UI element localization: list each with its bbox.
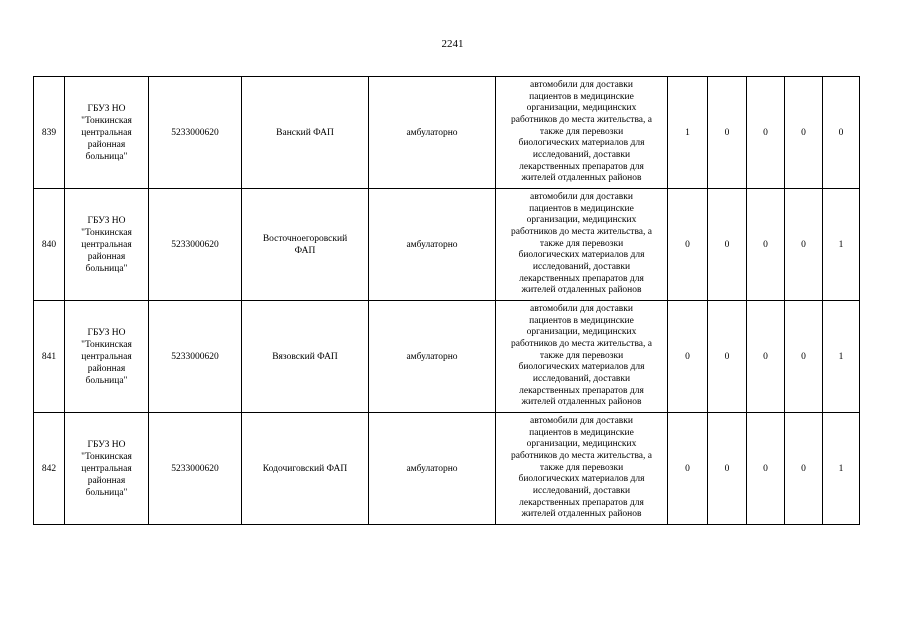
value-cell: 0 xyxy=(785,413,823,525)
unit-cell: Вязовский ФАП xyxy=(242,301,369,413)
row-number-cell: 840 xyxy=(34,189,65,301)
value-cell: 1 xyxy=(668,77,708,189)
care-type-cell: амбулаторно xyxy=(369,301,496,413)
value-cell: 1 xyxy=(823,189,860,301)
table-row xyxy=(34,77,860,189)
organization-cell: ГБУЗ НО "Тонкинская центральная районная больница" xyxy=(65,189,149,301)
care-type-cell: амбулаторно xyxy=(369,413,496,525)
organization-cell: ГБУЗ НО "Тонкинская центральная районная больница" xyxy=(65,413,149,525)
unit-cell: Восточноегоровский ФАП xyxy=(242,189,369,301)
value-cell: 0 xyxy=(785,77,823,189)
value-cell: 1 xyxy=(823,301,860,413)
page-number: 2241 xyxy=(441,38,464,50)
table-row xyxy=(34,301,860,413)
purpose-cell: автомобили для доставки пациентов в медицинские организации, медицинских работников до места жительства, а также для перевозки биологических материалов для исследований, доставки лекарственных препаратов для жителей отдаленных районов xyxy=(496,189,668,301)
value-cell: 0 xyxy=(668,301,708,413)
purpose-cell: автомобили для доставки пациентов в медицинские организации, медицинских работников до места жительства, а также для перевозки биологических материалов для исследований, доставки лекарственных препаратов для жителей отдаленных районов xyxy=(496,301,668,413)
table-row xyxy=(34,413,860,525)
row-number-cell: 842 xyxy=(34,413,65,525)
row-number-cell: 839 xyxy=(34,77,65,189)
code-cell: 5233000620 xyxy=(149,189,242,301)
purpose-cell: автомобили для доставки пациентов в медицинские организации, медицинских работников до места жительства, а также для перевозки биологических материалов для исследований, доставки лекарственных препаратов для жителей отдаленных районов xyxy=(496,413,668,525)
value-cell: 0 xyxy=(708,413,747,525)
code-cell: 5233000620 xyxy=(149,77,242,189)
unit-cell: Кодочиговский ФАП xyxy=(242,413,369,525)
value-cell: 0 xyxy=(708,301,747,413)
care-type-cell: амбулаторно xyxy=(369,77,496,189)
value-cell: 0 xyxy=(785,301,823,413)
value-cell: 0 xyxy=(708,189,747,301)
registry-table xyxy=(33,76,860,525)
purpose-cell: автомобили для доставки пациентов в медицинские организации, медицинских работников до места жительства, а также для перевозки биологических материалов для исследований, доставки лекарственных препаратов для жителей отдаленных районов xyxy=(496,77,668,189)
value-cell: 0 xyxy=(708,77,747,189)
value-cell: 1 xyxy=(823,413,860,525)
organization-cell: ГБУЗ НО "Тонкинская центральная районная больница" xyxy=(65,301,149,413)
row-number-cell: 841 xyxy=(34,301,65,413)
value-cell: 0 xyxy=(668,189,708,301)
care-type-cell: амбулаторно xyxy=(369,189,496,301)
organization-cell: ГБУЗ НО "Тонкинская центральная районная больница" xyxy=(65,77,149,189)
unit-cell: Ванский ФАП xyxy=(242,77,369,189)
value-cell: 0 xyxy=(747,413,785,525)
table-row xyxy=(34,189,860,301)
code-cell: 5233000620 xyxy=(149,413,242,525)
value-cell: 0 xyxy=(668,413,708,525)
value-cell: 0 xyxy=(823,77,860,189)
value-cell: 0 xyxy=(747,301,785,413)
value-cell: 0 xyxy=(747,77,785,189)
value-cell: 0 xyxy=(747,189,785,301)
value-cell: 0 xyxy=(785,189,823,301)
code-cell: 5233000620 xyxy=(149,301,242,413)
